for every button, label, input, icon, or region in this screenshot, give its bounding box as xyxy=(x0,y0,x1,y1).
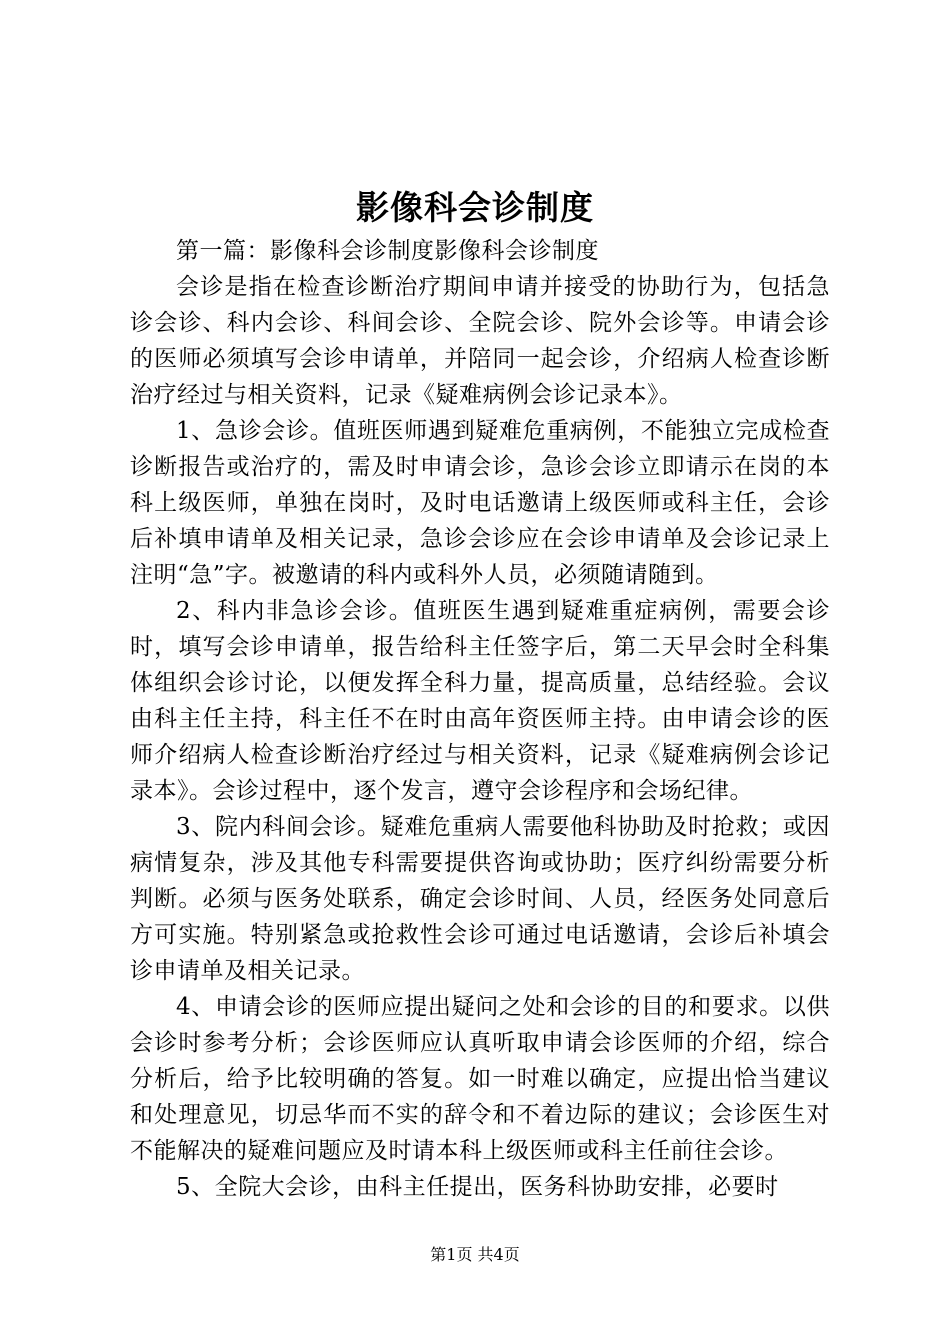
paragraph-item-2: 2、科内非急诊会诊。值班医生遇到疑难重症病例，需要会诊时，填写会诊申请单，报告给科主任签字后，第二天早会时全科集体组织会诊讨论，以便发挥全科力量，提高质量，总结经验。会议由科主任主持，科主任不在时由高年资医师主持。由申请会诊的医师介绍病人检查诊断治疗经过与相关资料，记录《疑难病例会诊记录本》。会诊过程中，逐个发言，遵守会诊程序和会场纪律。 xyxy=(130,598,830,804)
paragraph-item-4: 4、申请会诊的医师应提出疑问之处和会诊的目的和要求。以供会诊时参考分析；会诊医师应认真听取申请会诊医师的介绍，综合分析后，给予比较明确的答复。如一时难以确定，应提出恰当建议和处理意见，切忌华而不实的辞令和不着边际的建议；会诊医生对不能解决的疑难问题应及时请本科上级医师或科主任前往会诊。 xyxy=(130,994,830,1164)
document-title: 影像科会诊制度 xyxy=(356,188,594,227)
document-body xyxy=(130,233,830,1205)
paragraph-item-1: 1、急诊会诊。值班医师遇到疑难危重病例，不能独立完成检查诊断报告或治疗的，需及时申请会诊，急诊会诊立即请示在岗的本科上级医师，单独在岗时，及时电话邀请上级医师或科主任，会诊后补填申请单及相关记录，急诊会诊应在会诊申请单及会诊记录上注明“急”字。被邀请的科内或科外人员，必须随请随到。 xyxy=(130,418,830,588)
paragraph-heading: 第一篇：影像科会诊制度影像科会诊制度 xyxy=(176,238,599,264)
paragraph-item-3: 3、院内科间会诊。疑难危重病人需要他科协助及时抢救；或因病情复杂，涉及其他专科需要提供咨询或协助；医疗纠纷需要分析判断。必须与医务处联系，确定会诊时间、人员，经医务处同意后方可实施。特别紧急或抢救性会诊可通过电话邀请，会诊后补填会诊申请单及相关记录。 xyxy=(130,814,830,984)
page-number: 第1页 共4页 xyxy=(430,1245,520,1264)
paragraph-item-5: 5、全院大会诊，由科主任提出，医务科协助安排，必要时 xyxy=(176,1174,779,1200)
paragraph-intro: 会诊是指在检查诊断治疗期间申请并接受的协助行为，包括急诊会诊、科内会诊、科间会诊、全院会诊、院外会诊等。申请会诊的医师必须填写会诊申请单，并陪同一起会诊，介绍病人检查诊断治疗经过与相关资料，记录《疑难病例会诊记录本》。 xyxy=(130,274,830,408)
